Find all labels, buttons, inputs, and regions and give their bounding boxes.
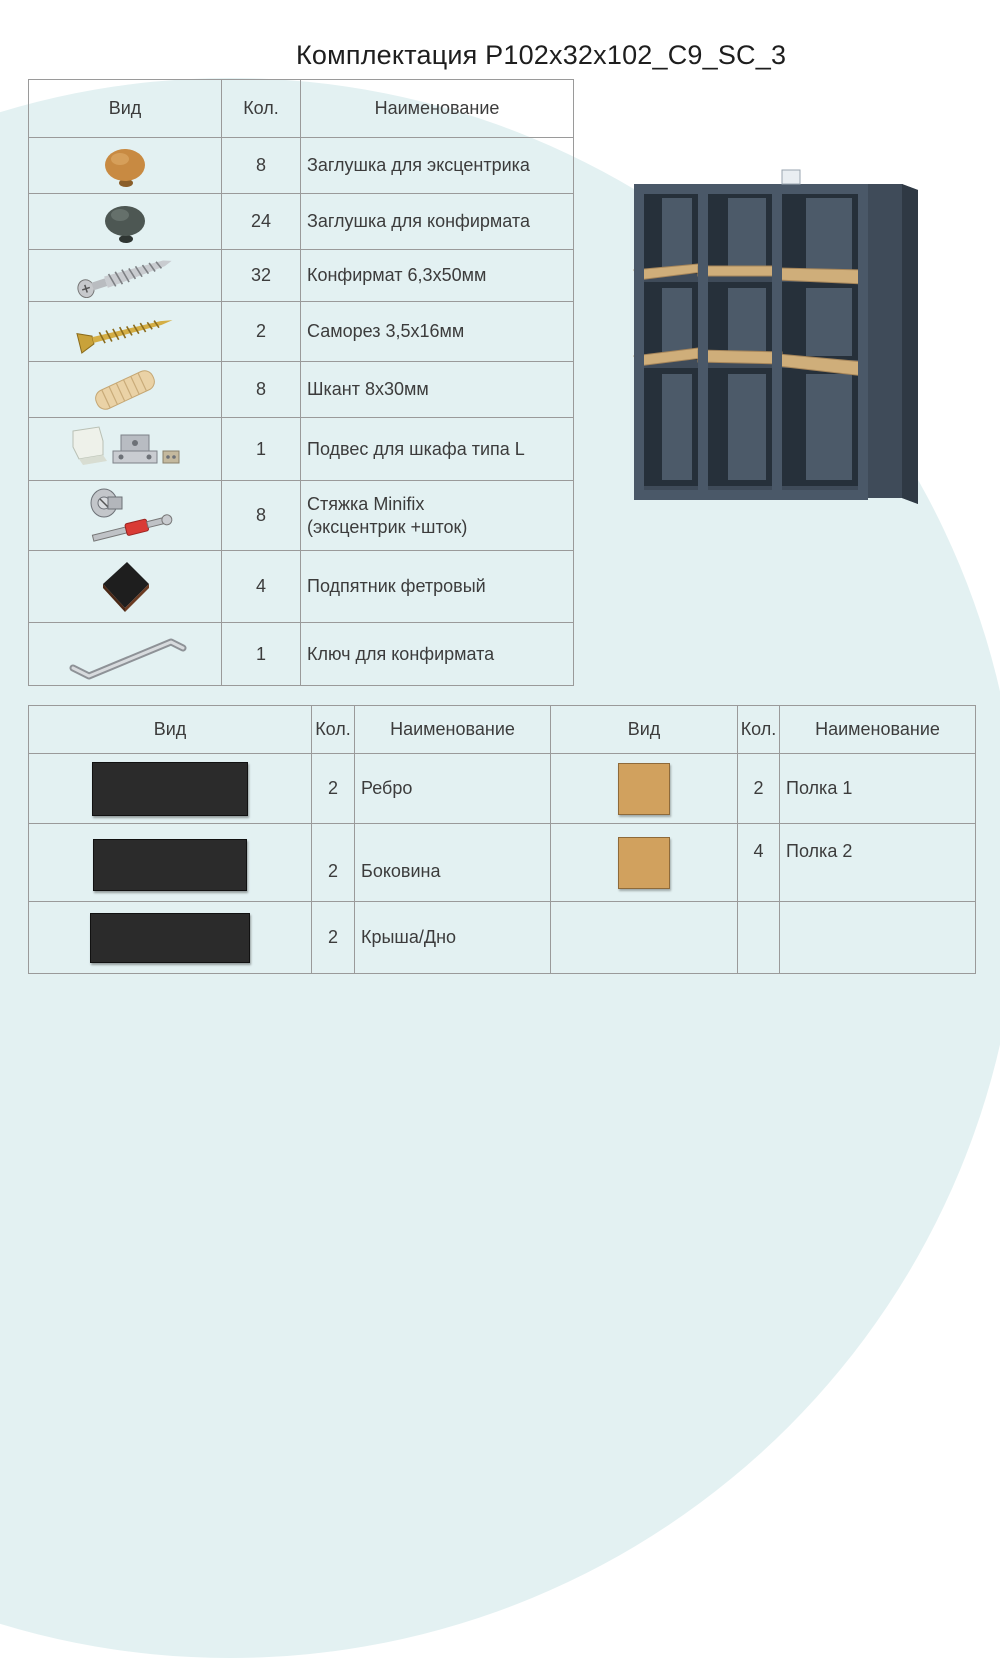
qty-cell: 8 <box>222 138 301 194</box>
cabinet-hanger-icon <box>29 418 222 481</box>
page-title: Комплектация Р102х32х102_С9_SC_3 <box>296 40 787 70</box>
empty-cell <box>551 902 738 974</box>
qty-cell: 1 <box>222 418 301 481</box>
table-row <box>29 194 574 250</box>
qty-cell: 8 <box>222 362 301 418</box>
beige-cap-icon <box>29 138 222 194</box>
qty-cell: 2 <box>312 902 355 974</box>
name-cell: Подвес для шкафа типа L <box>301 418 574 481</box>
name-cell: Заглушка для конфирмата <box>301 194 574 250</box>
minifix-icon <box>29 481 222 551</box>
name-cell: Шкант 8х30мм <box>301 362 574 418</box>
name-cell <box>301 481 574 551</box>
dark-panel-icon <box>29 902 312 974</box>
qty-cell: 2 <box>222 302 301 362</box>
table-row <box>29 824 976 902</box>
name-cell: Крыша/Дно <box>355 902 551 974</box>
hardware-table <box>28 79 574 686</box>
table-row <box>29 902 976 974</box>
name-line-1: Стяжка Minifix <box>307 493 425 514</box>
qty-cell: 2 <box>312 824 355 902</box>
wood-shelf-icon <box>551 754 738 824</box>
table-row <box>29 138 574 194</box>
table-row <box>29 362 574 418</box>
qty-cell: 2 <box>738 754 780 824</box>
name-cell: Ребро <box>355 754 551 824</box>
qty-cell: 1 <box>222 623 301 686</box>
felt-pad-icon <box>29 551 222 623</box>
header-name: Наименование <box>780 706 976 754</box>
confirmat-screw-icon <box>29 250 222 302</box>
header-view: Вид <box>551 706 738 754</box>
name-cell: Саморез 3,5х16мм <box>301 302 574 362</box>
table-row <box>29 481 574 551</box>
empty-cell <box>780 902 976 974</box>
cabinet-illustration <box>632 166 922 516</box>
wood-shelf-icon <box>551 824 738 902</box>
name-cell: Заглушка для эксцентрика <box>301 138 574 194</box>
table-row <box>29 754 976 824</box>
table-row <box>29 623 574 686</box>
name-line-2: (эксцентрик +шток) <box>307 516 468 537</box>
header-name: Наименование <box>301 80 574 138</box>
wood-screw-icon <box>29 302 222 362</box>
name-cell: Боковина <box>355 824 551 902</box>
name-cell: Конфирмат 6,3х50мм <box>301 250 574 302</box>
table-header-row <box>29 706 976 754</box>
name-cell: Полка 1 <box>780 754 976 824</box>
header-view: Вид <box>29 80 222 138</box>
table-row <box>29 418 574 481</box>
dowel-icon <box>29 362 222 418</box>
qty-cell: 4 <box>222 551 301 623</box>
name-cell: Полка 2 <box>780 824 976 902</box>
qty-cell: 4 <box>738 824 780 902</box>
qty-cell: 24 <box>222 194 301 250</box>
table-row <box>29 551 574 623</box>
dark-panel-icon <box>29 754 312 824</box>
header-qty: Кол. <box>312 706 355 754</box>
qty-cell: 32 <box>222 250 301 302</box>
empty-cell <box>738 902 780 974</box>
name-cell: Ключ для конфирмата <box>301 623 574 686</box>
header-qty: Кол. <box>222 80 301 138</box>
grey-cap-icon <box>29 194 222 250</box>
qty-cell: 8 <box>222 481 301 551</box>
hex-key-icon <box>29 623 222 686</box>
header-qty: Кол. <box>738 706 780 754</box>
table-header-row <box>29 80 574 138</box>
header-view: Вид <box>29 706 312 754</box>
dark-panel-icon <box>29 824 312 902</box>
header-name: Наименование <box>355 706 551 754</box>
table-row <box>29 302 574 362</box>
panels-table <box>28 705 976 974</box>
name-cell: Подпятник фетровый <box>301 551 574 623</box>
table-row <box>29 250 574 302</box>
qty-cell: 2 <box>312 754 355 824</box>
